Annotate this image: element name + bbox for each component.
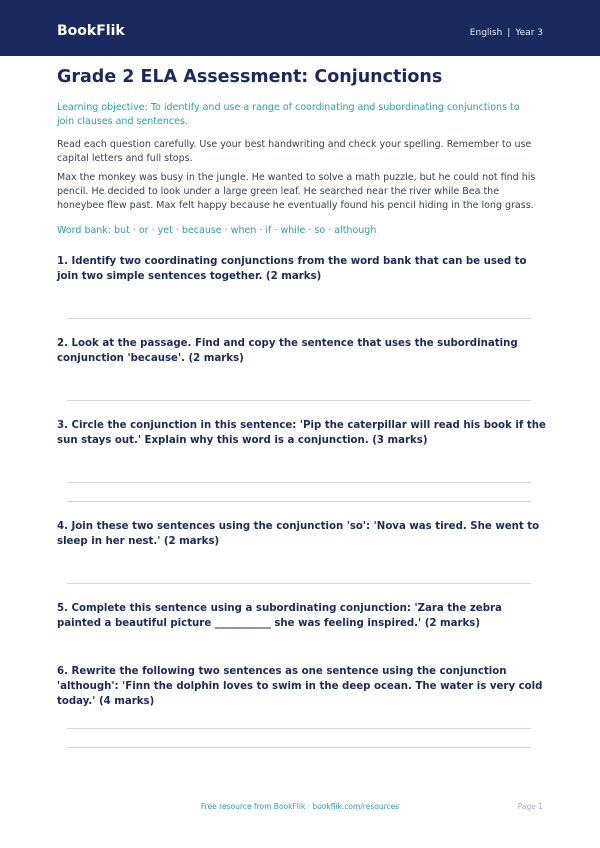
header-meta	[470, 27, 543, 39]
answer-line-6a[interactable]	[67, 728, 531, 729]
answer-line-3b[interactable]	[67, 501, 531, 502]
header-bar	[0, 0, 600, 56]
reading-passage: Max the monkey was busy in the jungle. He wanted to solve a math puzzle, but he could not find his pencil. He decided to look under a large green leaf. He searched near the river while Bea the honeybee flew past. Max felt happy because he eventually found his pencil hiding in the long grass.	[57, 172, 536, 211]
answer-line-3a[interactable]	[67, 482, 531, 483]
learning-objective: Learning objective: To identify and use a range of coordinating and subordinating conjunctions to join clauses and sentences.	[57, 102, 520, 127]
question-2: 2. Look at the passage. Find and copy the sentence that uses the subordinating conjunction 'because'. (2 marks)	[57, 338, 518, 364]
question-6: 6. Rewrite the following two sentences as one sentence using the conjunction 'although': 'Finn the dolphin loves to swim in the deep ocean. The water is very cold today.' (4 marks)	[57, 666, 543, 707]
instructions-text: Read each question carefully. Use your best handwriting and check your spelling. Remember to use capital letters and full stops.	[57, 139, 532, 164]
question-3: 3. Circle the conjunction in this sentence: 'Pip the caterpillar will read his book if the sun stays out.' Explain why this word is a conjunction. (3 marks)	[57, 420, 546, 446]
answer-line-2[interactable]	[67, 400, 531, 401]
year-label: Year 3	[515, 28, 543, 38]
page-number: Page 1	[517, 802, 543, 811]
question-5: 5. Complete this sentence using a subordinating conjunction: 'Zara the zebra painted a beautiful picture ___________ she was feeling inspired.' (2 marks)	[57, 603, 502, 629]
word-bank: Word bank: but · or · yet · because · when · if · while · so · although	[57, 225, 377, 236]
question-1: 1. Identify two coordinating conjunctions from the word bank that can be used to join two simple sentences together. (2 marks)	[57, 256, 527, 282]
footer-text[interactable]: Free resource from BookFlik · bookflik.com/resources	[200, 802, 400, 811]
subject-label: English	[469, 28, 503, 38]
question-4: 4. Join these two sentences using the conjunction 'so': 'Nova was tired. She went to sleep in her nest.' (2 marks)	[57, 521, 540, 547]
answer-line-4[interactable]	[67, 583, 531, 584]
header-separator: |	[507, 28, 511, 38]
answer-line-1[interactable]	[67, 318, 531, 319]
page-title: Grade 2 ELA Assessment: Conjunctions	[57, 67, 443, 87]
answer-line-6b[interactable]	[67, 747, 531, 748]
brand-logo-text[interactable]: BookFlik	[57, 23, 125, 39]
